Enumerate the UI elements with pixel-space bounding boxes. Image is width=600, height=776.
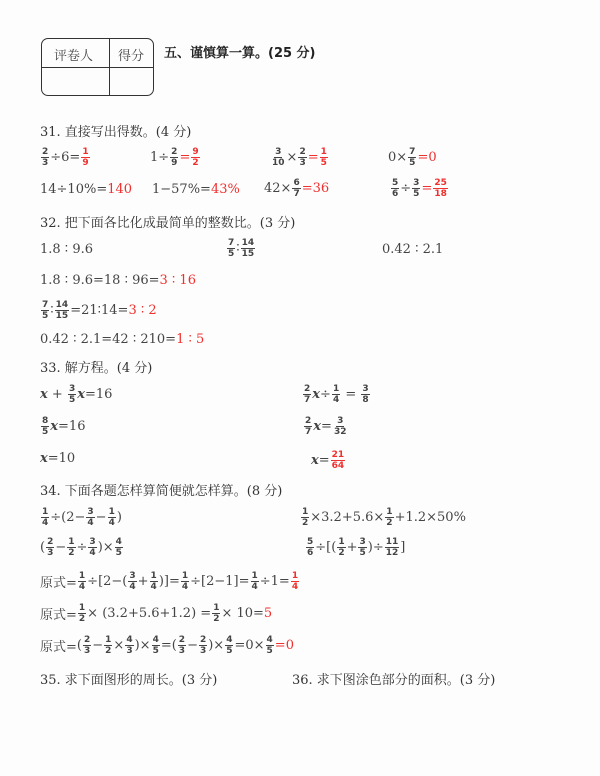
q33-eq2-line2: $\frac{2}{7}$ x = $\frac{3}{32}$ [305,416,347,437]
q34-solution-3: 原式= ( $\frac{2}{3}$ − $\frac{1}{2}$ × $\frac{4}{3}$ )× $\frac{4}{5}$ =( $\frac{2}{3}$ − $\frac{2}{3}$ )× $\frac{4}{5}$ =0× $\frac{4}{5}$ = 0 [40,635,294,656]
q34-problem-3: ( $\frac{2}{3}$ − $\frac{1}{2}$ ÷ $\frac{3}{4}$ )× $\frac{4}{5}$ [40,537,122,558]
q34-problem-4: $\frac{5}{6}$ ÷[( $\frac{1}{2}$ + $\frac{3}{5}$ )÷ $\frac{11}{12}$ ] [307,537,406,558]
q31-item-4: 0× $\frac{7}{5}$ =0 [388,147,437,168]
q31-item-2: 1÷ $\frac{2}{9}$ = $\frac{9}{2}$ [150,147,199,168]
q31-item-3: $\frac{3}{10}$ × $\frac{2}{3}$ = $\frac{1}{5}$ [272,147,327,168]
q35-title: 35. 求下面图形的周长。(3 分) [40,673,218,688]
q31-item-7: 42× $\frac{6}{7}$ =36 [264,178,330,199]
q34-problem-1: $\frac{1}{4}$ ÷(2− $\frac{3}{4}$ − $\frac{1}{4}$ ) [42,507,122,528]
grader-label: 评卷人 [54,49,94,64]
q32-solution-3: 0.42 ∶ 2.1=42 ∶ 210= 1 ∶ 5 [40,332,205,347]
q33-title: 33. 解方程。(4 分) [40,361,153,376]
score-table [41,38,154,96]
q33-eq2-line1: $\frac{2}{7}$ x ÷ $\frac{1}{4}$ = $\frac{3}{8}$ [304,384,369,405]
q36-title: 36. 求下图涂色部分的面积。(3 分) [292,673,496,688]
q32-solution-2: $\frac{7}{5}$ ∶ $\frac{14}{15}$ =21∶14= 3 ∶ 2 [42,300,157,321]
q33-eq1-line1: x + $\frac{3}{5}$ x =16 [40,384,113,405]
score-label: 得分 [118,49,145,64]
q32-solution-1: 1.8 ∶ 9.6=18 ∶ 96= 3 ∶ 16 [40,273,196,288]
q31-item-5: 14÷10%= 140 [40,182,133,197]
q33-eq2-answer: x = $\frac{21}{64}$ [311,450,345,471]
section-title: 五、谨慎算一算。(25 分) [164,46,316,61]
q33-eq1-line2: $\frac{8}{5}$ x =16 [42,416,86,437]
q32-problem-2: $\frac{7}{5}$ ∶ $\frac{14}{15}$ [228,238,255,259]
q34-problem-2: $\frac{1}{2}$ ×3.2+5.6× $\frac{1}{2}$ +1.2×50% [302,507,466,528]
q34-solution-2: 原式= $\frac{1}{2}$ × (3.2+5.6+1.2) = $\frac{1}{2}$ × 10= 5 [40,603,273,624]
table-divider [42,67,153,68]
q34-solution-1: 原式= $\frac{1}{4}$ ÷[2−( $\frac{3}{4}$ + $\frac{1}{4}$ )]= $\frac{1}{4}$ ÷[2−1]= $\frac{1}{4}$ ÷1= $\frac{1}{4}$ [40,571,299,592]
q31-item-1: $\frac{2}{3}$ ÷6= $\frac{1}{9}$ [42,147,89,168]
q33-eq1-answer: x =10 [40,451,76,466]
q31-title: 31. 直接写出得数。(4 分) [40,125,192,140]
q31-item-6: 1−57%= 43% [152,182,240,197]
q31-item-8: $\frac{5}{6}$ ÷ $\frac{3}{5}$ = $\frac{25}{18}$ [392,178,447,199]
q32-title: 32. 把下面各比化成最简单的整数比。(3 分) [40,216,296,231]
q34-title: 34. 下面各题怎样算简便就怎样算。(8 分) [40,484,283,499]
q32-problem-3: 0.42 ∶ 2.1 [382,242,444,257]
q32-problem-1: 1.8 ∶ 9.6 [40,242,93,257]
